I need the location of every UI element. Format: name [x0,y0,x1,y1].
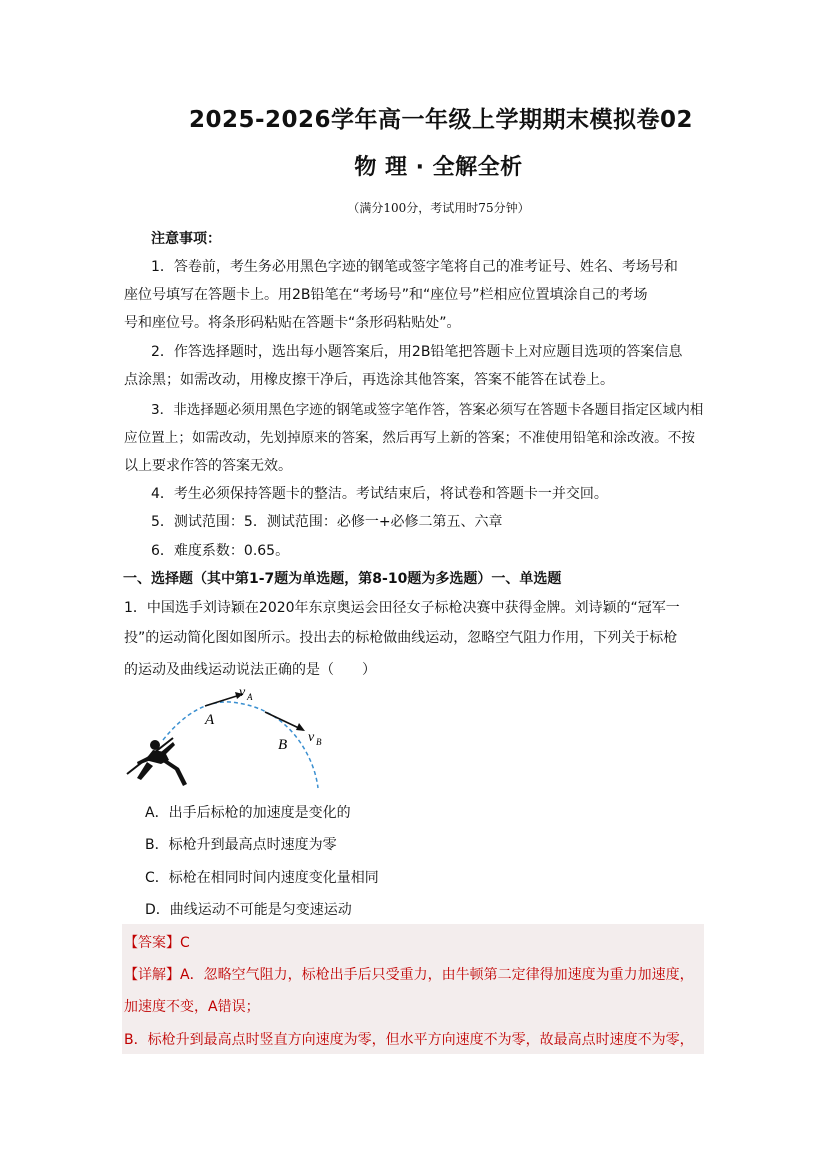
question-text: 1．中国选手刘诗颖在2020年东京奥运会田径女子标枪决赛中获得金牌。刘诗颖的“冠军一 [124,600,680,616]
page-title: 2025-2026学年高一年级上学期期末模拟卷02 [188,107,694,133]
athlete-silhouette [127,738,187,786]
option-b: B．标枪升到最高点时速度为零 [145,837,337,853]
section-heading: 一、选择题（其中第1-7题为单选题，第8-10题为多选题）一、单选题 [123,571,562,587]
detail-line [124,964,694,984]
notes-line: 2．作答选择题时，选出每小题答案后，用2B铅笔把答题卡上对应题目选项的答案信息 [151,344,683,360]
question-text: 投”的运动简化图如图所示。投出去的标枪做曲线运动，忽略空气阻力作用，下列关于标枪 [124,630,678,646]
notes-line: 6．难度系数：0.65。 [151,543,290,559]
answer-line [124,932,190,952]
option-a: A．出手后标枪的加速度是变化的 [145,805,351,821]
notes-line: 点涂黑；如需改动，用橡皮擦干净后，再选涂其他答案，答案不能答在试卷上。 [124,372,614,388]
answer-label: 【答案】 [124,935,180,951]
detail-label: 【详解】 [124,967,180,983]
exam-meta: （满分100分，考试用时75分钟） [347,201,530,215]
notes-line: 1．答卷前，考生务必用黑色字迹的钢笔或签字笔将自己的准考证号、姓名、考场号和 [151,259,678,275]
label-vb: v [308,730,315,745]
label-va: v [239,685,246,700]
label-vb-sub: B [316,737,322,747]
option-c: C．标枪在相同时间内速度变化量相同 [145,870,379,886]
notes-line: 5．测试范围：5．测试范围：必修一+必修二第五、六章 [151,514,503,530]
javelin-figure [125,682,355,792]
notes-line: 以上要求作答的答案无效。 [124,458,292,474]
label-va-sub: A [247,692,253,702]
notes-line: 应位置上；如需改动，先划掉原来的答案，然后再写上新的答案；不准使用铅笔和涂改液。不按 [124,430,695,446]
label-a: A [205,712,215,728]
detail-text: A．忽略空气阻力，标枪出手后只受重力，由牛顿第二定律得加速度为重力加速度， [180,967,694,983]
page-subtitle: 物 理 · 全解全析 [354,155,523,180]
trajectory-curve [163,702,318,788]
detail-line: B．标枪升到最高点时竖直方向速度为零，但水平方向速度不为零，故最高点时速度不为零， [124,1032,694,1048]
option-d: D．曲线运动不可能是匀变速运动 [145,902,352,918]
notes-heading: 注意事项： [151,231,221,247]
notes-line: 号和座位号。将条形码粘贴在答题卡“条形码粘贴处”。 [124,315,461,331]
notes-line: 座位号填写在答题卡上。用2B铅笔在“考场号”和“座位号”栏相应位置填涂自己的考场 [124,287,648,303]
question-text: 的运动及曲线运动说法正确的是（ ） [124,662,376,678]
answer-value: C [180,935,190,951]
notes-line: 3．非选择题必须用黑色字迹的钢笔或签字笔作答，答案必须写在答题卡各题目指定区域内相 [151,402,704,418]
label-b: B [278,737,288,753]
detail-line: 加速度不变，A错误； [124,999,260,1015]
notes-line: 4．考生必须保持答题卡的整洁。考试结束后，将试卷和答题卡一并交回。 [151,486,608,502]
